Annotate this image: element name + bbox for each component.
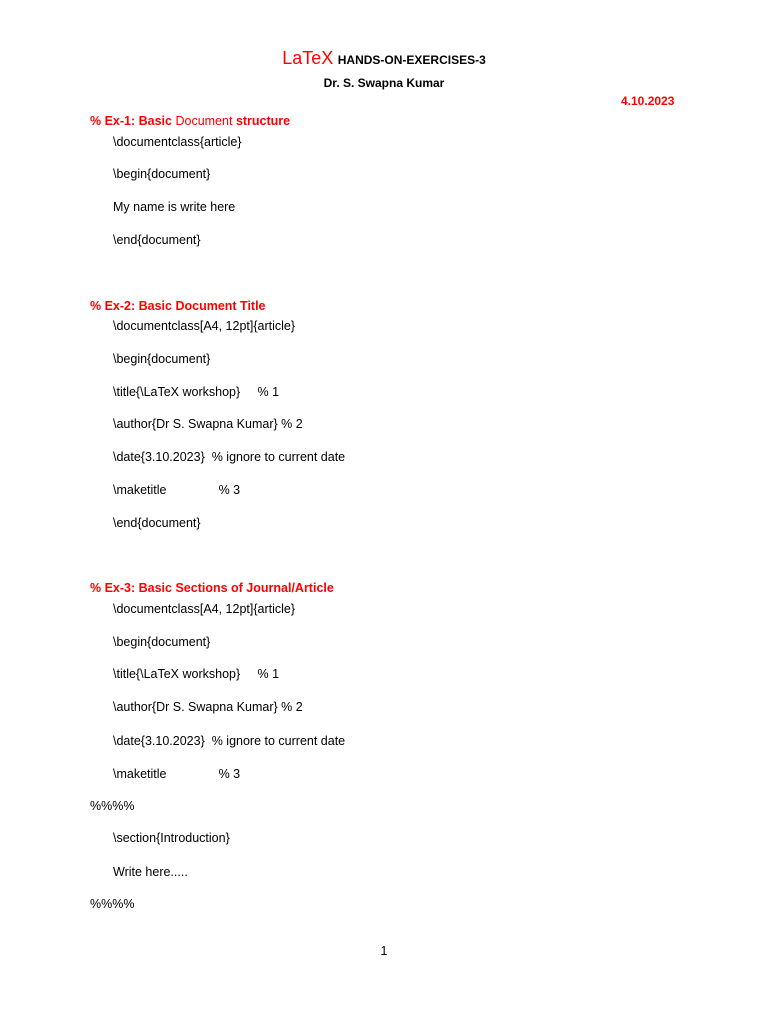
ex1-line-3: My name is write here — [113, 200, 236, 214]
ex2-line-2: \begin{document} — [113, 352, 211, 366]
ex3-line-7: %%%% — [90, 799, 135, 813]
author-name: Dr. S. Swapna Kumar — [323, 76, 445, 90]
ex3-line-10: %%%% — [90, 897, 135, 911]
ex3-line-2: \begin{document} — [113, 635, 211, 649]
ex2-heading: % Ex-2: Basic Document Title — [90, 299, 266, 313]
ex3-line-4: \author{Dr S. Swapna Kumar} % 2 — [113, 700, 303, 714]
ex1-line-2: \begin{document} — [113, 167, 211, 181]
ex3-heading: % Ex-3: Basic Sections of Journal/Article — [90, 581, 334, 595]
title-latex: LaTeX — [282, 48, 334, 68]
ex1-heading-suffix: structure — [235, 114, 291, 128]
document-title — [0, 48, 768, 69]
ex2-line-1: \documentclass[A4, 12pt]{article} — [113, 319, 296, 333]
ex1-heading-prefix: % Ex-1: Basic — [90, 114, 172, 128]
document-date: 4.10.2023 — [621, 94, 675, 108]
ex1-heading — [90, 114, 290, 128]
ex3-line-6: \maketitle % 3 — [113, 767, 241, 781]
title-subtitle: HANDS-ON-EXERCISES-3 — [337, 53, 486, 67]
ex2-line-3: \title{\LaTeX workshop} % 1 — [113, 385, 280, 399]
ex3-line-5: \date{3.10.2023} % ignore to current date — [113, 734, 346, 748]
ex2-line-4: \author{Dr S. Swapna Kumar} % 2 — [113, 417, 303, 431]
ex1-line-4: \end{document} — [113, 233, 201, 247]
ex1-line-1: \documentclass{article} — [113, 135, 242, 149]
ex3-line-1: \documentclass[A4, 12pt]{article} — [113, 602, 296, 616]
page-number: 1 — [380, 944, 388, 958]
ex3-line-9: Write here..... — [113, 865, 188, 879]
ex3-line-3: \title{\LaTeX workshop} % 1 — [113, 667, 280, 681]
ex2-line-7: \end{document} — [113, 516, 201, 530]
ex2-line-5: \date{3.10.2023} % ignore to current date — [113, 450, 346, 464]
ex2-line-6: \maketitle % 3 — [113, 483, 241, 497]
ex3-line-8: \section{Introduction} — [113, 831, 230, 845]
ex1-heading-mid: Document — [175, 114, 233, 128]
